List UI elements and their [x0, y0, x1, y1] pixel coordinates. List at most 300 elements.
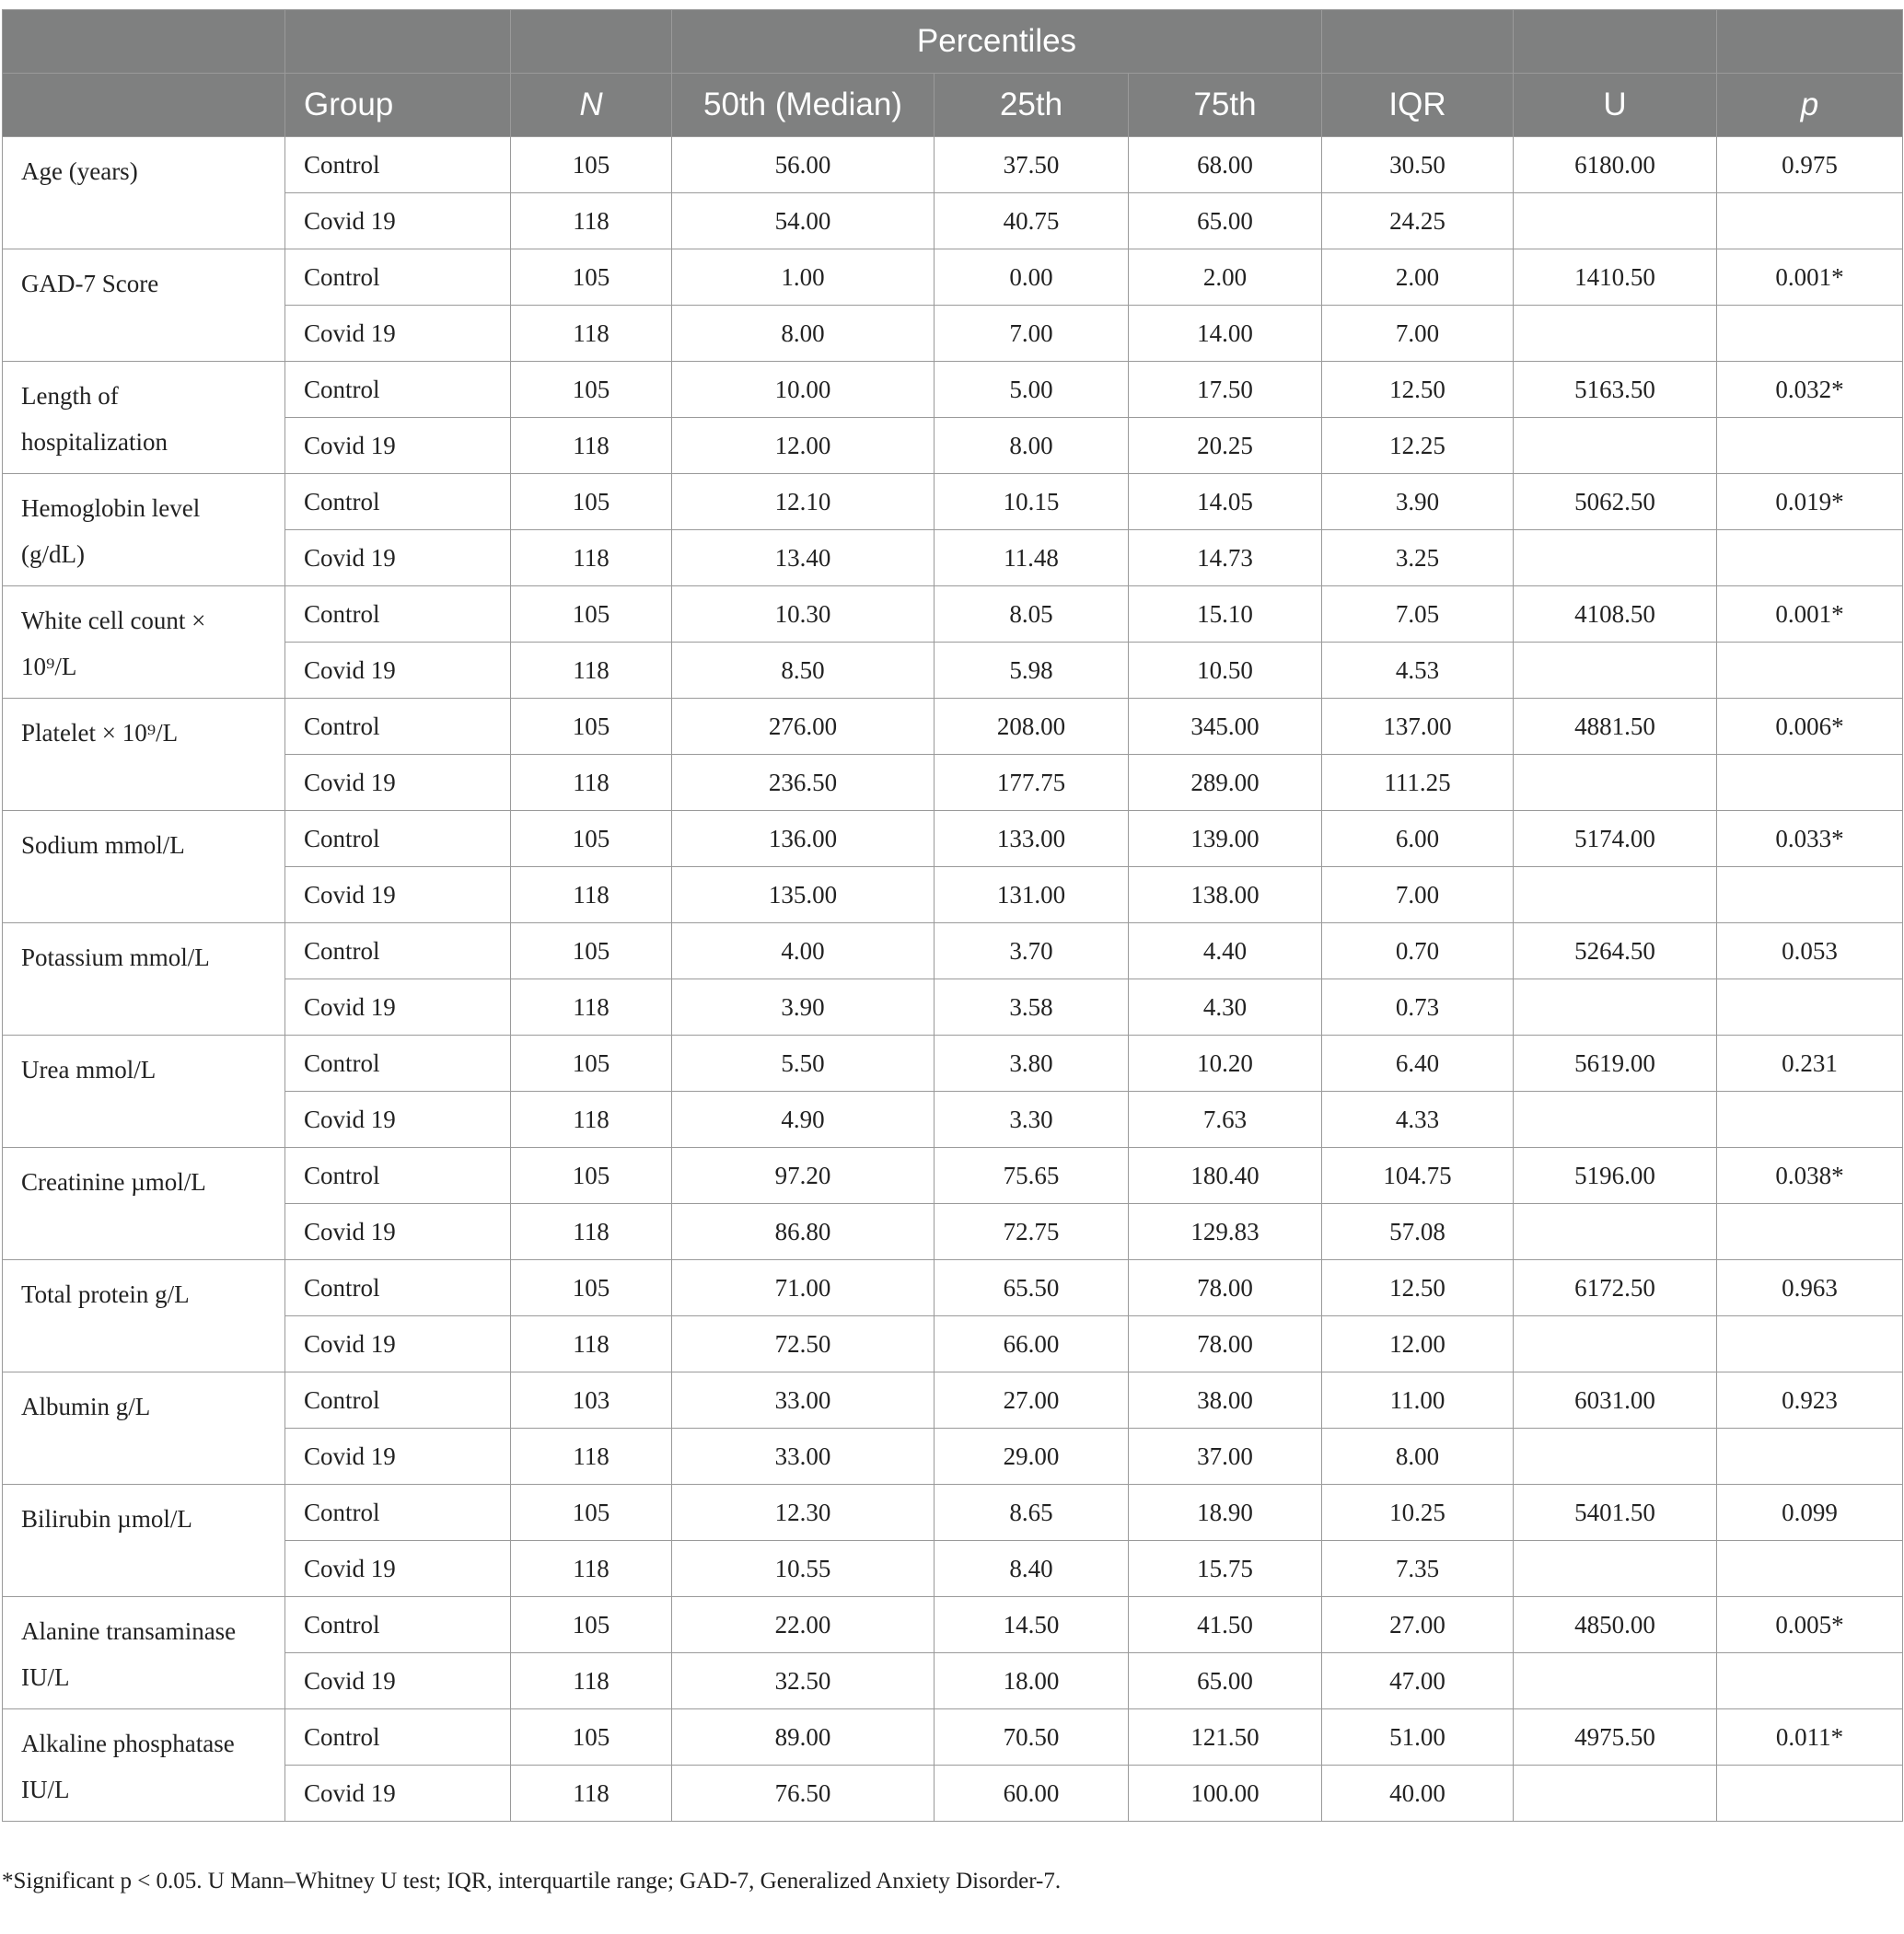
table-row — [3, 362, 1903, 418]
p25-cell: 7.00 — [935, 306, 1129, 362]
p25-cell: 131.00 — [935, 867, 1129, 923]
p75-cell: 121.50 — [1129, 1709, 1322, 1766]
table-footnote: *Significant p < 0.05. U Mann–Whitney U test; IQR, interquartile range; GAD-7, Generalized Anxiety Disorder-7. — [2, 1869, 1062, 1893]
p-cell: 0.005* — [1717, 1597, 1903, 1653]
variable-label: White cell count × 10⁹/L — [3, 586, 285, 699]
n-cell: 118 — [511, 979, 672, 1036]
p75-cell: 180.40 — [1129, 1148, 1322, 1204]
p25-cell: 11.48 — [935, 530, 1129, 586]
variable-label: Platelet × 10⁹/L — [3, 699, 285, 811]
variable-label: Sodium mmol/L — [3, 811, 285, 923]
table-row — [3, 586, 1903, 643]
p75-cell: 78.00 — [1129, 1316, 1322, 1372]
u-cell — [1514, 867, 1717, 923]
variable-label: Bilirubin µmol/L — [3, 1485, 285, 1597]
p-cell: 0.032* — [1717, 362, 1903, 418]
u-cell — [1514, 418, 1717, 474]
table-row — [3, 1316, 1903, 1372]
p-cell: 0.923 — [1717, 1372, 1903, 1429]
group-cell: Control — [285, 362, 511, 418]
group-cell: Covid 19 — [285, 418, 511, 474]
iqr-cell: 30.50 — [1322, 137, 1514, 193]
group-cell: Covid 19 — [285, 867, 511, 923]
p25-cell: 3.30 — [935, 1092, 1129, 1148]
iqr-cell: 7.35 — [1322, 1541, 1514, 1597]
p-cell — [1717, 1766, 1903, 1822]
n-cell: 118 — [511, 1316, 672, 1372]
iqr-cell: 6.40 — [1322, 1036, 1514, 1092]
median-cell: 54.00 — [672, 193, 935, 249]
p75-cell: 4.30 — [1129, 979, 1322, 1036]
group-cell: Control — [285, 1372, 511, 1429]
p-cell: 0.001* — [1717, 586, 1903, 643]
table-row — [3, 1148, 1903, 1204]
p-cell: 0.011* — [1717, 1709, 1903, 1766]
median-column-header: 50th (Median) — [672, 74, 935, 137]
variable-label: Length of hospitalization — [3, 362, 285, 474]
n-column-header: N — [511, 74, 672, 137]
median-cell: 8.50 — [672, 643, 935, 699]
table-row — [3, 137, 1903, 193]
group-cell: Covid 19 — [285, 1204, 511, 1260]
p25-cell: 133.00 — [935, 811, 1129, 867]
iqr-cell: 10.25 — [1322, 1485, 1514, 1541]
group-cell: Control — [285, 1597, 511, 1653]
p-cell — [1717, 193, 1903, 249]
p-cell: 0.975 — [1717, 137, 1903, 193]
iqr-cell: 12.50 — [1322, 362, 1514, 418]
u-cell: 5619.00 — [1514, 1036, 1717, 1092]
iqr-cell: 2.00 — [1322, 249, 1514, 306]
p25-cell: 8.40 — [935, 1541, 1129, 1597]
iqr-cell: 4.53 — [1322, 643, 1514, 699]
p-cell: 0.001* — [1717, 249, 1903, 306]
n-cell: 118 — [511, 1204, 672, 1260]
p-cell — [1717, 1204, 1903, 1260]
n-cell: 105 — [511, 923, 672, 979]
p-cell — [1717, 755, 1903, 811]
iqr-cell: 12.00 — [1322, 1316, 1514, 1372]
u-cell — [1514, 306, 1717, 362]
group-cell: Covid 19 — [285, 1316, 511, 1372]
u-cell — [1514, 1541, 1717, 1597]
group-cell: Control — [285, 1709, 511, 1766]
p-cell — [1717, 867, 1903, 923]
u-cell: 5174.00 — [1514, 811, 1717, 867]
statistics-table — [2, 9, 1903, 1822]
variable-label: Alanine transaminase IU/L — [3, 1597, 285, 1709]
median-cell: 136.00 — [672, 811, 935, 867]
n-cell: 105 — [511, 1036, 672, 1092]
u-cell: 5401.50 — [1514, 1485, 1717, 1541]
variable-label: Hemoglobin level (g/dL) — [3, 474, 285, 586]
group-cell: Covid 19 — [285, 1653, 511, 1709]
group-cell: Control — [285, 811, 511, 867]
iqr-cell: 3.25 — [1322, 530, 1514, 586]
n-cell: 105 — [511, 1148, 672, 1204]
p25-cell: 40.75 — [935, 193, 1129, 249]
table-row — [3, 1372, 1903, 1429]
table-row — [3, 1597, 1903, 1653]
p25-cell: 14.50 — [935, 1597, 1129, 1653]
p75-cell: 100.00 — [1129, 1766, 1322, 1822]
median-cell: 4.00 — [672, 923, 935, 979]
median-cell: 135.00 — [672, 867, 935, 923]
group-cell: Control — [285, 249, 511, 306]
table-row — [3, 530, 1903, 586]
median-cell: 13.40 — [672, 530, 935, 586]
u-cell — [1514, 755, 1717, 811]
p-cell — [1717, 530, 1903, 586]
p-cell — [1717, 643, 1903, 699]
header-blank-cell — [1514, 10, 1717, 74]
median-cell: 8.00 — [672, 306, 935, 362]
u-cell: 5196.00 — [1514, 1148, 1717, 1204]
p-cell: 0.033* — [1717, 811, 1903, 867]
group-cell: Covid 19 — [285, 530, 511, 586]
table-row — [3, 306, 1903, 362]
p75-cell: 41.50 — [1129, 1597, 1322, 1653]
group-cell: Covid 19 — [285, 193, 511, 249]
header-row-columns — [3, 74, 1903, 137]
iqr-cell: 104.75 — [1322, 1148, 1514, 1204]
p25-cell: 3.70 — [935, 923, 1129, 979]
median-cell: 12.00 — [672, 418, 935, 474]
iqr-cell: 6.00 — [1322, 811, 1514, 867]
p25-cell: 29.00 — [935, 1429, 1129, 1485]
median-cell: 3.90 — [672, 979, 935, 1036]
header-blank-cell — [1717, 10, 1903, 74]
variable-label: Urea mmol/L — [3, 1036, 285, 1148]
n-cell: 118 — [511, 193, 672, 249]
group-cell: Control — [285, 137, 511, 193]
table-row — [3, 867, 1903, 923]
n-cell: 118 — [511, 867, 672, 923]
iqr-cell: 7.00 — [1322, 867, 1514, 923]
median-cell: 71.00 — [672, 1260, 935, 1316]
table-row — [3, 699, 1903, 755]
p-column-header: p — [1717, 74, 1903, 137]
median-cell: 56.00 — [672, 137, 935, 193]
u-cell — [1514, 1316, 1717, 1372]
header-blank-cell — [511, 10, 672, 74]
p75-cell: 38.00 — [1129, 1372, 1322, 1429]
table-row — [3, 193, 1903, 249]
variable-label: Total protein g/L — [3, 1260, 285, 1372]
group-cell: Covid 19 — [285, 643, 511, 699]
p75-cell: 14.00 — [1129, 306, 1322, 362]
n-cell: 105 — [511, 586, 672, 643]
iqr-cell: 0.73 — [1322, 979, 1514, 1036]
p-cell: 0.053 — [1717, 923, 1903, 979]
p75-cell: 138.00 — [1129, 867, 1322, 923]
median-cell: 1.00 — [672, 249, 935, 306]
table-row — [3, 923, 1903, 979]
table-row — [3, 418, 1903, 474]
u-cell: 6180.00 — [1514, 137, 1717, 193]
iqr-cell: 12.50 — [1322, 1260, 1514, 1316]
group-cell: Control — [285, 586, 511, 643]
n-cell: 103 — [511, 1372, 672, 1429]
p75-cell: 10.20 — [1129, 1036, 1322, 1092]
u-cell — [1514, 1653, 1717, 1709]
header-blank-cell — [3, 10, 285, 74]
n-cell: 118 — [511, 418, 672, 474]
p-cell: 0.963 — [1717, 1260, 1903, 1316]
u-cell — [1514, 530, 1717, 586]
p25-cell: 10.15 — [935, 474, 1129, 530]
variable-label: GAD-7 Score — [3, 249, 285, 362]
iqr-cell: 24.25 — [1322, 193, 1514, 249]
p25-cell: 70.50 — [935, 1709, 1129, 1766]
p75-cell: 20.25 — [1129, 418, 1322, 474]
median-cell: 33.00 — [672, 1429, 935, 1485]
variable-label: Albumin g/L — [3, 1372, 285, 1485]
median-cell: 89.00 — [672, 1709, 935, 1766]
p25-cell: 5.00 — [935, 362, 1129, 418]
p25-cell: 5.98 — [935, 643, 1129, 699]
iqr-cell: 11.00 — [1322, 1372, 1514, 1429]
u-cell: 5062.50 — [1514, 474, 1717, 530]
iqr-cell: 40.00 — [1322, 1766, 1514, 1822]
p75-cell: 139.00 — [1129, 811, 1322, 867]
iqr-cell: 27.00 — [1322, 1597, 1514, 1653]
median-cell: 5.50 — [672, 1036, 935, 1092]
iqr-cell: 0.70 — [1322, 923, 1514, 979]
u-cell — [1514, 1092, 1717, 1148]
p75-column-header: 75th — [1129, 74, 1322, 137]
p25-cell: 3.58 — [935, 979, 1129, 1036]
p75-cell: 345.00 — [1129, 699, 1322, 755]
n-cell: 105 — [511, 699, 672, 755]
iqr-cell: 57.08 — [1322, 1204, 1514, 1260]
u-cell — [1514, 1429, 1717, 1485]
n-cell: 105 — [511, 1597, 672, 1653]
variable-label: Creatinine µmol/L — [3, 1148, 285, 1260]
n-cell: 105 — [511, 249, 672, 306]
table-row — [3, 1541, 1903, 1597]
variable-label: Age (years) — [3, 137, 285, 249]
n-cell: 118 — [511, 1541, 672, 1597]
p-cell — [1717, 1316, 1903, 1372]
group-column-header: Group — [285, 74, 511, 137]
group-cell: Control — [285, 1036, 511, 1092]
p75-cell: 37.00 — [1129, 1429, 1322, 1485]
group-cell: Control — [285, 1260, 511, 1316]
group-cell: Covid 19 — [285, 306, 511, 362]
table-row — [3, 811, 1903, 867]
median-cell: 22.00 — [672, 1597, 935, 1653]
table-row — [3, 755, 1903, 811]
u-cell: 6031.00 — [1514, 1372, 1717, 1429]
n-cell: 118 — [511, 1766, 672, 1822]
p-cell: 0.006* — [1717, 699, 1903, 755]
n-cell: 118 — [511, 306, 672, 362]
n-cell: 105 — [511, 137, 672, 193]
table-row — [3, 1092, 1903, 1148]
median-cell: 97.20 — [672, 1148, 935, 1204]
n-cell: 105 — [511, 1260, 672, 1316]
group-cell: Control — [285, 1148, 511, 1204]
p25-column-header: 25th — [935, 74, 1129, 137]
p25-cell: 177.75 — [935, 755, 1129, 811]
median-cell: 10.55 — [672, 1541, 935, 1597]
median-cell: 276.00 — [672, 699, 935, 755]
iqr-cell: 51.00 — [1322, 1709, 1514, 1766]
group-cell: Covid 19 — [285, 1429, 511, 1485]
p75-cell: 129.83 — [1129, 1204, 1322, 1260]
group-cell: Control — [285, 923, 511, 979]
median-cell: 4.90 — [672, 1092, 935, 1148]
u-cell: 6172.50 — [1514, 1260, 1717, 1316]
p25-cell: 66.00 — [935, 1316, 1129, 1372]
iqr-cell: 8.00 — [1322, 1429, 1514, 1485]
iqr-cell: 3.90 — [1322, 474, 1514, 530]
table-row — [3, 249, 1903, 306]
u-cell: 5163.50 — [1514, 362, 1717, 418]
group-cell: Control — [285, 1485, 511, 1541]
header-blank-cell — [1322, 10, 1514, 74]
p75-cell: 289.00 — [1129, 755, 1322, 811]
group-cell: Control — [285, 699, 511, 755]
table-row — [3, 979, 1903, 1036]
n-cell: 118 — [511, 530, 672, 586]
n-cell: 118 — [511, 643, 672, 699]
p25-cell: 75.65 — [935, 1148, 1129, 1204]
n-cell: 118 — [511, 1429, 672, 1485]
p25-cell: 72.75 — [935, 1204, 1129, 1260]
header-blank-cell — [285, 10, 511, 74]
u-cell: 4975.50 — [1514, 1709, 1717, 1766]
p-cell — [1717, 979, 1903, 1036]
p75-cell: 17.50 — [1129, 362, 1322, 418]
iqr-cell: 47.00 — [1322, 1653, 1514, 1709]
iqr-cell: 111.25 — [1322, 755, 1514, 811]
variable-label: Alkaline phosphatase IU/L — [3, 1709, 285, 1822]
p25-cell: 37.50 — [935, 137, 1129, 193]
group-cell: Covid 19 — [285, 979, 511, 1036]
p-cell: 0.038* — [1717, 1148, 1903, 1204]
n-cell: 118 — [511, 1092, 672, 1148]
p75-cell: 15.10 — [1129, 586, 1322, 643]
u-cell — [1514, 1204, 1717, 1260]
table-row — [3, 1429, 1903, 1485]
u-cell — [1514, 1766, 1717, 1822]
p-cell: 0.231 — [1717, 1036, 1903, 1092]
p75-cell: 14.05 — [1129, 474, 1322, 530]
p25-cell: 3.80 — [935, 1036, 1129, 1092]
p25-cell: 18.00 — [935, 1653, 1129, 1709]
p-cell — [1717, 306, 1903, 362]
p25-cell: 208.00 — [935, 699, 1129, 755]
percentiles-header: Percentiles — [672, 10, 1322, 74]
variable-column-header — [3, 74, 285, 137]
table-body — [3, 137, 1903, 1822]
table-row — [3, 1036, 1903, 1092]
p75-cell: 10.50 — [1129, 643, 1322, 699]
p-cell: 0.099 — [1717, 1485, 1903, 1541]
iqr-cell: 12.25 — [1322, 418, 1514, 474]
p-cell — [1717, 1541, 1903, 1597]
p25-cell: 60.00 — [935, 1766, 1129, 1822]
u-cell: 4850.00 — [1514, 1597, 1717, 1653]
median-cell: 236.50 — [672, 755, 935, 811]
median-cell: 10.00 — [672, 362, 935, 418]
p25-cell: 8.00 — [935, 418, 1129, 474]
median-cell: 76.50 — [672, 1766, 935, 1822]
median-cell: 72.50 — [672, 1316, 935, 1372]
p75-cell: 65.00 — [1129, 1653, 1322, 1709]
group-cell: Covid 19 — [285, 755, 511, 811]
n-cell: 105 — [511, 474, 672, 530]
p25-cell: 27.00 — [935, 1372, 1129, 1429]
p-cell: 0.019* — [1717, 474, 1903, 530]
p75-cell: 2.00 — [1129, 249, 1322, 306]
group-cell: Covid 19 — [285, 1541, 511, 1597]
p25-cell: 65.50 — [935, 1260, 1129, 1316]
p75-cell: 7.63 — [1129, 1092, 1322, 1148]
p75-cell: 65.00 — [1129, 193, 1322, 249]
p-cell — [1717, 1653, 1903, 1709]
variable-label: Potassium mmol/L — [3, 923, 285, 1036]
iqr-cell: 137.00 — [1322, 699, 1514, 755]
n-cell: 105 — [511, 1709, 672, 1766]
u-cell: 4881.50 — [1514, 699, 1717, 755]
table-row — [3, 1260, 1903, 1316]
n-cell: 105 — [511, 362, 672, 418]
header-row-percentiles — [3, 10, 1903, 74]
u-cell: 4108.50 — [1514, 586, 1717, 643]
table-row — [3, 1766, 1903, 1822]
iqr-cell: 7.00 — [1322, 306, 1514, 362]
median-cell: 86.80 — [672, 1204, 935, 1260]
p-cell — [1717, 1092, 1903, 1148]
iqr-column-header: IQR — [1322, 74, 1514, 137]
u-cell — [1514, 979, 1717, 1036]
median-cell: 10.30 — [672, 586, 935, 643]
table-row — [3, 643, 1903, 699]
p75-cell: 18.90 — [1129, 1485, 1322, 1541]
p75-cell: 4.40 — [1129, 923, 1322, 979]
n-cell: 118 — [511, 755, 672, 811]
table-row — [3, 1709, 1903, 1766]
n-cell: 118 — [511, 1653, 672, 1709]
group-cell: Covid 19 — [285, 1092, 511, 1148]
p-cell — [1717, 1429, 1903, 1485]
p-cell — [1717, 418, 1903, 474]
iqr-cell: 7.05 — [1322, 586, 1514, 643]
p75-cell: 14.73 — [1129, 530, 1322, 586]
u-cell — [1514, 193, 1717, 249]
u-cell: 1410.50 — [1514, 249, 1717, 306]
group-cell: Control — [285, 474, 511, 530]
p25-cell: 8.65 — [935, 1485, 1129, 1541]
p25-cell: 8.05 — [935, 586, 1129, 643]
table-row — [3, 1204, 1903, 1260]
u-cell — [1514, 643, 1717, 699]
n-cell: 105 — [511, 1485, 672, 1541]
u-column-header: U — [1514, 74, 1717, 137]
table-row — [3, 1485, 1903, 1541]
median-cell: 12.10 — [672, 474, 935, 530]
group-cell: Covid 19 — [285, 1766, 511, 1822]
median-cell: 12.30 — [672, 1485, 935, 1541]
p75-cell: 78.00 — [1129, 1260, 1322, 1316]
n-cell: 105 — [511, 811, 672, 867]
iqr-cell: 4.33 — [1322, 1092, 1514, 1148]
median-cell: 33.00 — [672, 1372, 935, 1429]
table-row — [3, 1653, 1903, 1709]
